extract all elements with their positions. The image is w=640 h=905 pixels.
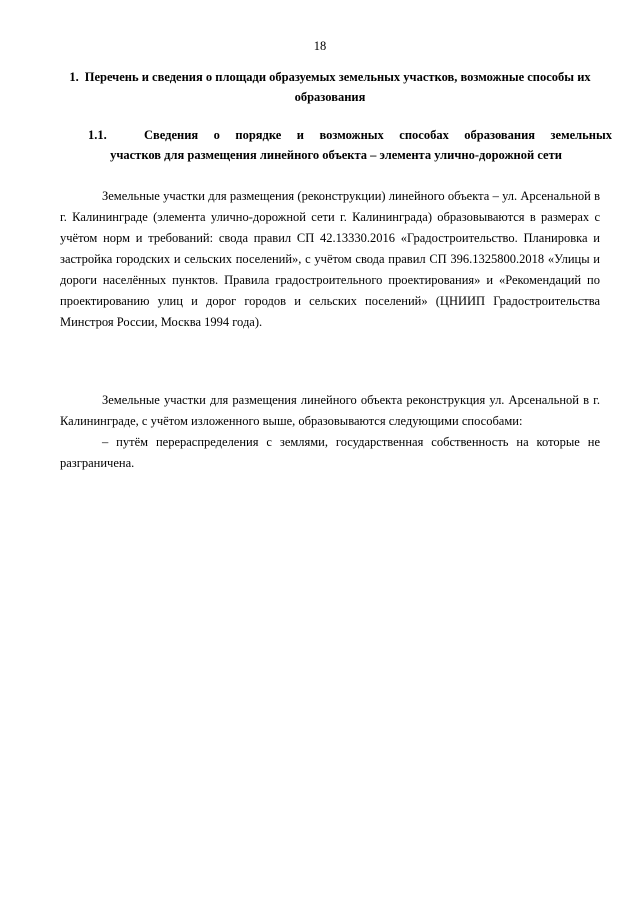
subsection-heading-line2: участков для размещения линейного объекта – элемента улично-дорожной сети [110, 148, 562, 162]
subsection-heading-word: земельных [550, 128, 612, 142]
subsection-heading-word: Сведения [144, 128, 199, 142]
subsection-heading-word: о [213, 128, 220, 142]
page-number: 18 [313, 39, 327, 53]
subsection-heading-word: возможных [319, 128, 384, 142]
subsection-heading-word: порядке [235, 128, 282, 142]
paragraph-text: Земельные участки для размещения линейного объекта реконструкция ул. Арсенальной в г. Калининграде, с учётом изложенного выше, образовываются следующими способами: [60, 393, 600, 428]
paragraph-list-item: – путём перераспределения с землями, государственная собственность на которые не разграничена. [60, 435, 600, 470]
subsection-heading-word: образования [464, 128, 536, 142]
section-heading-number: 1. [69, 70, 79, 84]
paragraph-text: Земельные участки для размещения (реконструкции) линейного объекта – ул. Арсенальной в г. Калининграде (элемента улично-дорожной сети г. Калининграда) образовываются в размерах с учётом норм и требований: свода правил СП 42.13330.2016 «Градостроительство. Планировка и застройка городских и сельских поселений», с учётом свода правил СП 396.1325800.2018 «Улицы и дороги населённых пунктов. Правила градостроительного проектирования» и «Рекомендаций по проектированию улиц и дорог городов и сельских поселений» (ЦНИИП Градостроительства Минстроя России, Москва 1994 года). [60, 189, 600, 329]
subsection-heading-number: 1.1. [88, 128, 107, 142]
body-paragraph-1 [60, 186, 600, 333]
body-paragraph-2 [60, 390, 600, 474]
subsection-heading-word: способах [399, 128, 449, 142]
subsection-heading [60, 125, 612, 165]
subsection-heading-words [144, 125, 612, 145]
subsection-heading-line1 [60, 125, 612, 145]
section-heading [60, 67, 600, 107]
subsection-heading-word: и [296, 128, 304, 142]
section-heading-text: Перечень и сведения о площади образуемых земельных участков, возможные способы их образования [84, 70, 591, 104]
